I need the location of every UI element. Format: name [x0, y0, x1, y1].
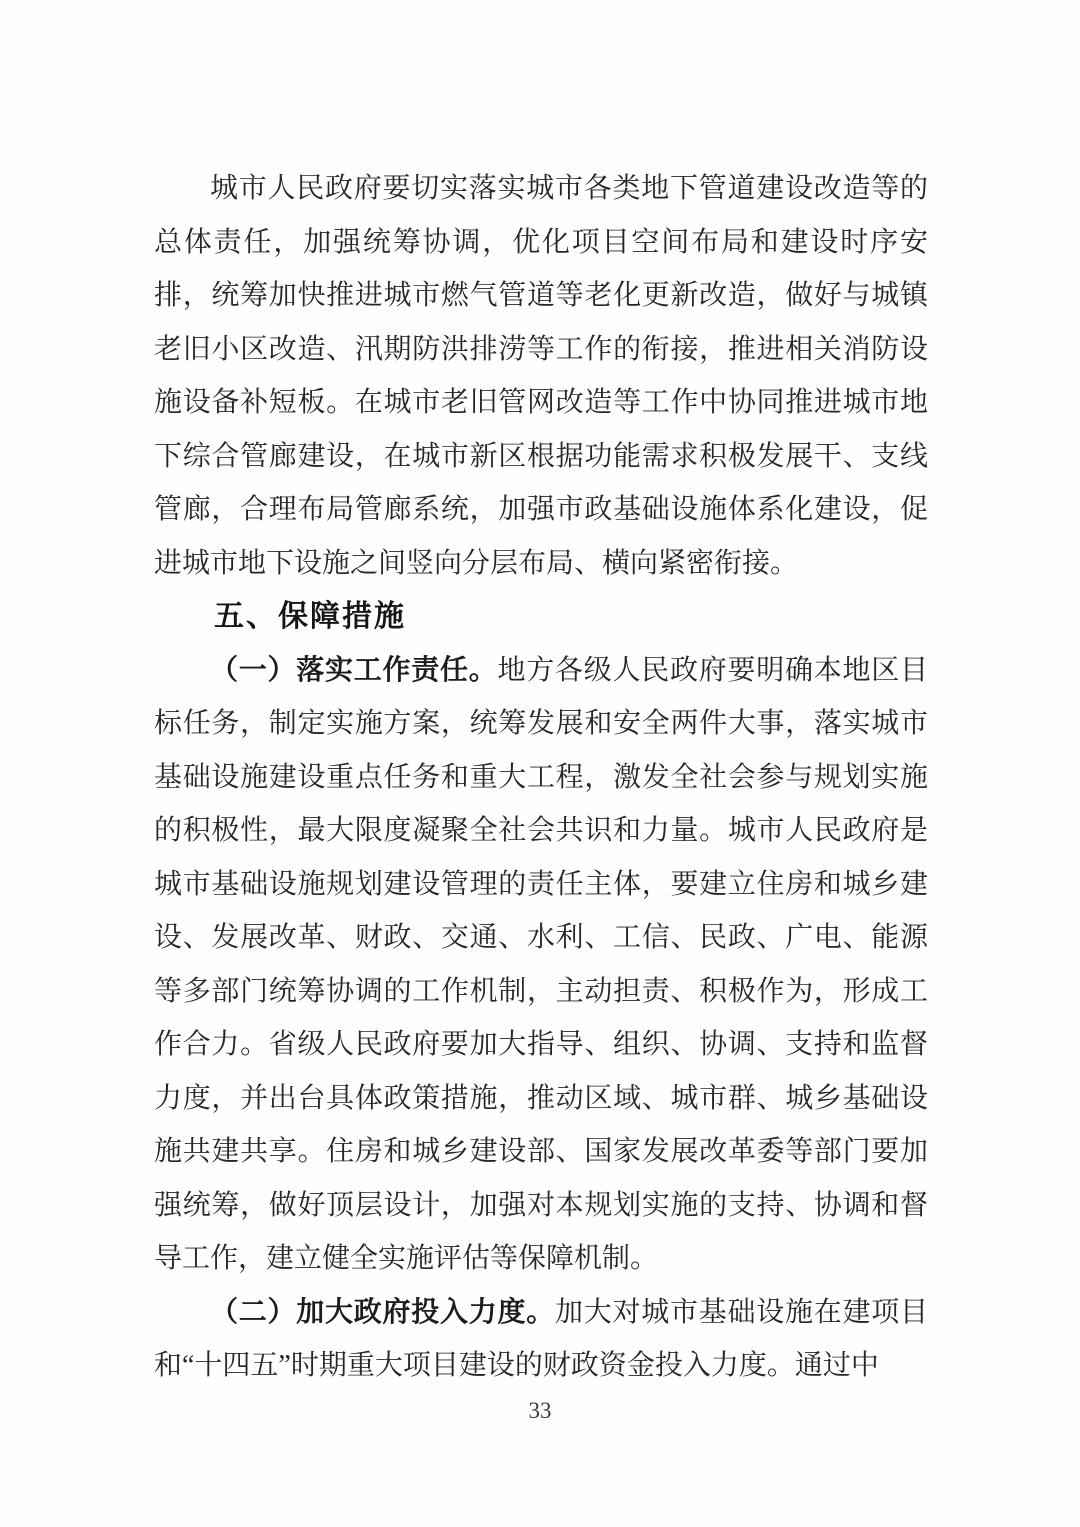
paragraph-lead: （二）加大政府投入力度。 — [210, 1296, 555, 1328]
paragraph: 城市人民政府要切实落实城市各类地下管道建设改造等的总体责任，加强统筹协调，优化项目空间布局和建设时序安排，统筹加快推进城市燃气管道等老化更新改造，做好与城镇老旧小区改造、汛期防洪排涝等工作的衔接，推进相关消防设施设备补短板。在城市老旧管网改造等工作中协同推进城市地下综合管廊建设，在城市新区根据功能需求积极发展干、支线管廊，合理布局管廊系统，加强市政基础设施体系化建设，促进城市地下设施之间竖向分层布局、横向紧密衔接。 — [154, 173, 928, 579]
paragraph: （二）加大政府投入力度。加大对城市基础设施在建项目和“十四五”时期重大项目建设的财政资金投入力度。通过中 — [154, 1296, 928, 1381]
paragraph: （一）落实工作责任。地方各级人民政府要明确本地区目标任务，制定实施方案，统筹发展和安全两件大事，落实城市基础设施建设重点任务和重大工程，激发全社会参与规划实施的积极性，最大限度凝聚全社会共识和力量。城市人民政府是城市基础设施规划建设管理的责任主体，要建立住房和城乡建设、发展改革、财政、交通、水利、工信、民政、广电、能源等多部门统筹协调的工作机制，主动担责、积极作为，形成工作合力。省级人民政府要加大指导、组织、协调、支持和监督力度，并出台具体政策措施，推动区域、城市群、城乡基础设施共建共享。住房和城乡建设部、国家发展改革委等部门要加强统筹，做好顶层设计，加强对本规划实施的支持、协调和督导工作，建立健全实施评估等保障机制。 — [154, 654, 928, 1274]
document-body — [154, 162, 928, 1393]
paragraph-lead: （一）落实工作责任。 — [210, 654, 498, 686]
page-number: 33 — [528, 1398, 552, 1423]
section-heading: 五、保障措施 — [214, 600, 406, 633]
